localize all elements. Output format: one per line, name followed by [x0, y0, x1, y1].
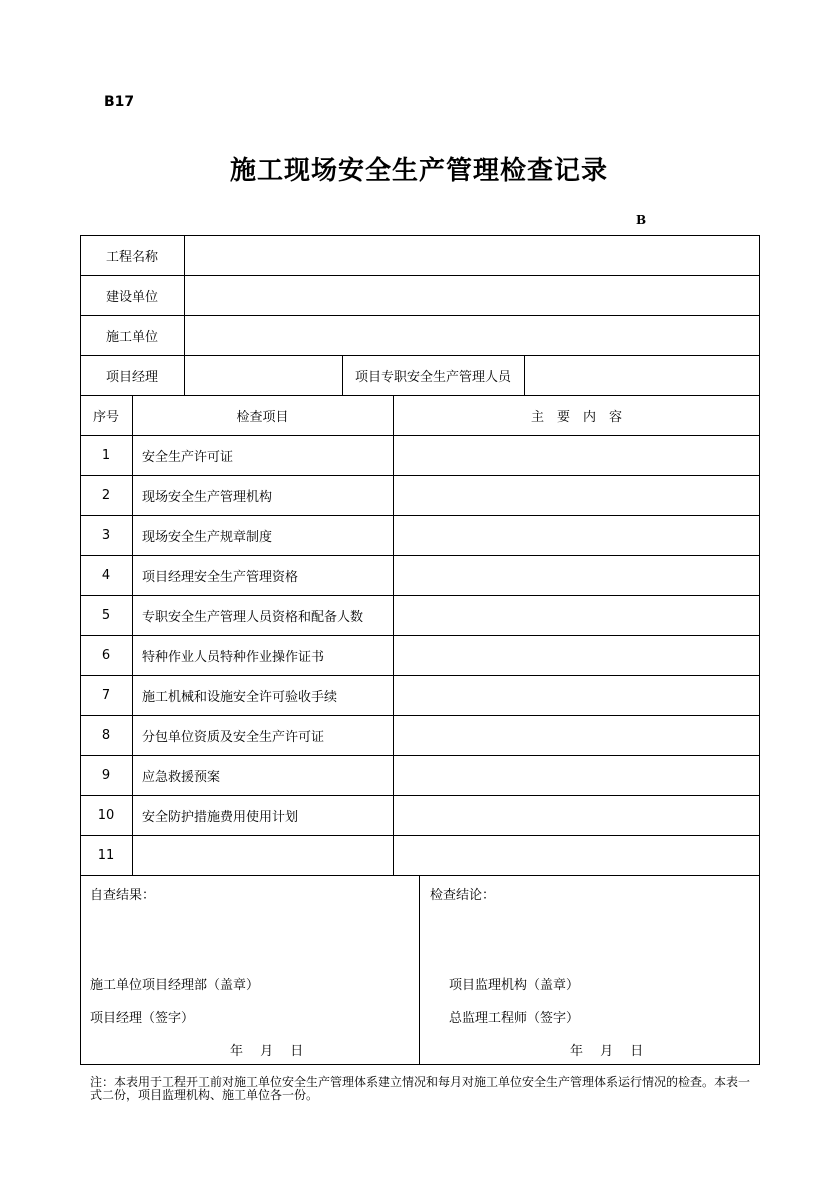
project-name-label: 工程名称	[105, 249, 158, 265]
check-item: 应急救援预案	[142, 769, 221, 785]
construction-unit-field[interactable]	[185, 276, 759, 314]
content-field[interactable]	[394, 796, 759, 834]
row-number: 9	[101, 767, 111, 783]
builder-stamp-label: 施工单位项目经理部（盖章）	[90, 978, 260, 993]
row-line	[80, 875, 760, 876]
content-field[interactable]	[394, 756, 759, 794]
form-mark: B	[636, 213, 647, 227]
row-number: 6	[101, 647, 111, 663]
content-field[interactable]	[394, 516, 759, 554]
row-number: 11	[97, 847, 115, 863]
left-date-label: 年 月 日	[230, 1044, 304, 1059]
form-note: 注：本表用于工程开工前对施工单位安全生产管理体系建立情况和每月对施工单位安全生产管理体系运行情况的检查。本表一式二份，项目监理机构、施工单位各一份。	[90, 1075, 751, 1102]
builder-field[interactable]	[185, 316, 759, 354]
check-item: 现场安全生产管理机构	[142, 489, 273, 505]
content-field[interactable]	[394, 596, 759, 634]
content-field[interactable]	[394, 436, 759, 474]
header-item: 检查项目	[236, 409, 289, 425]
header-no: 序号	[92, 409, 119, 425]
check-item: 项目经理安全生产管理资格	[142, 569, 299, 585]
content-field[interactable]	[394, 476, 759, 514]
content-field[interactable]	[394, 676, 759, 714]
bottom-divider	[419, 875, 420, 1065]
manager-sign-label: 项目经理（签字）	[90, 1011, 195, 1026]
safety-staff-field[interactable]	[525, 356, 759, 394]
row-number: 5	[101, 607, 111, 623]
row-number: 10	[97, 807, 115, 823]
self-check-heading: 自查结果：	[90, 888, 156, 903]
page-title: 施工现场安全生产管理检查记录	[229, 156, 608, 186]
row-number: 7	[101, 687, 111, 703]
right-date-label: 年 月 日	[570, 1044, 644, 1059]
content-field[interactable]	[394, 836, 759, 874]
construction-unit-label: 建设单位	[105, 289, 158, 305]
check-item: 安全防护措施费用使用计划	[142, 809, 299, 825]
builder-label: 施工单位	[105, 329, 158, 345]
check-item: 特种作业人员特种作业操作证书	[142, 649, 325, 665]
project-manager-label: 项目经理	[105, 369, 158, 385]
check-item: 分包单位资质及安全生产许可证	[142, 729, 325, 745]
project-name-field[interactable]	[185, 236, 759, 274]
safety-staff-label: 项目专职安全生产管理人员	[354, 369, 511, 385]
form-code: B17	[104, 94, 135, 110]
content-field[interactable]	[394, 636, 759, 674]
content-field[interactable]	[394, 556, 759, 594]
row-number: 3	[101, 527, 111, 543]
inspection-conclusion-heading: 检查结论：	[430, 888, 496, 903]
row-number: 1	[101, 447, 111, 463]
row-number: 2	[101, 487, 111, 503]
content-field[interactable]	[394, 716, 759, 754]
check-item	[142, 835, 392, 875]
check-item: 安全生产许可证	[142, 449, 234, 465]
project-manager-field[interactable]	[185, 356, 341, 394]
check-item: 专职安全生产管理人员资格和配备人数	[142, 609, 364, 625]
row-number: 8	[101, 727, 111, 743]
chief-engineer-sign-label: 总监理工程师（签字）	[449, 1011, 580, 1026]
check-item: 施工机械和设施安全许可验收手续	[142, 689, 338, 705]
check-item: 现场安全生产规章制度	[142, 529, 273, 545]
row-number: 4	[101, 567, 111, 583]
supervision-stamp-label: 项目监理机构（盖章）	[449, 978, 580, 993]
header-content: 主 要 内 容	[530, 409, 622, 425]
